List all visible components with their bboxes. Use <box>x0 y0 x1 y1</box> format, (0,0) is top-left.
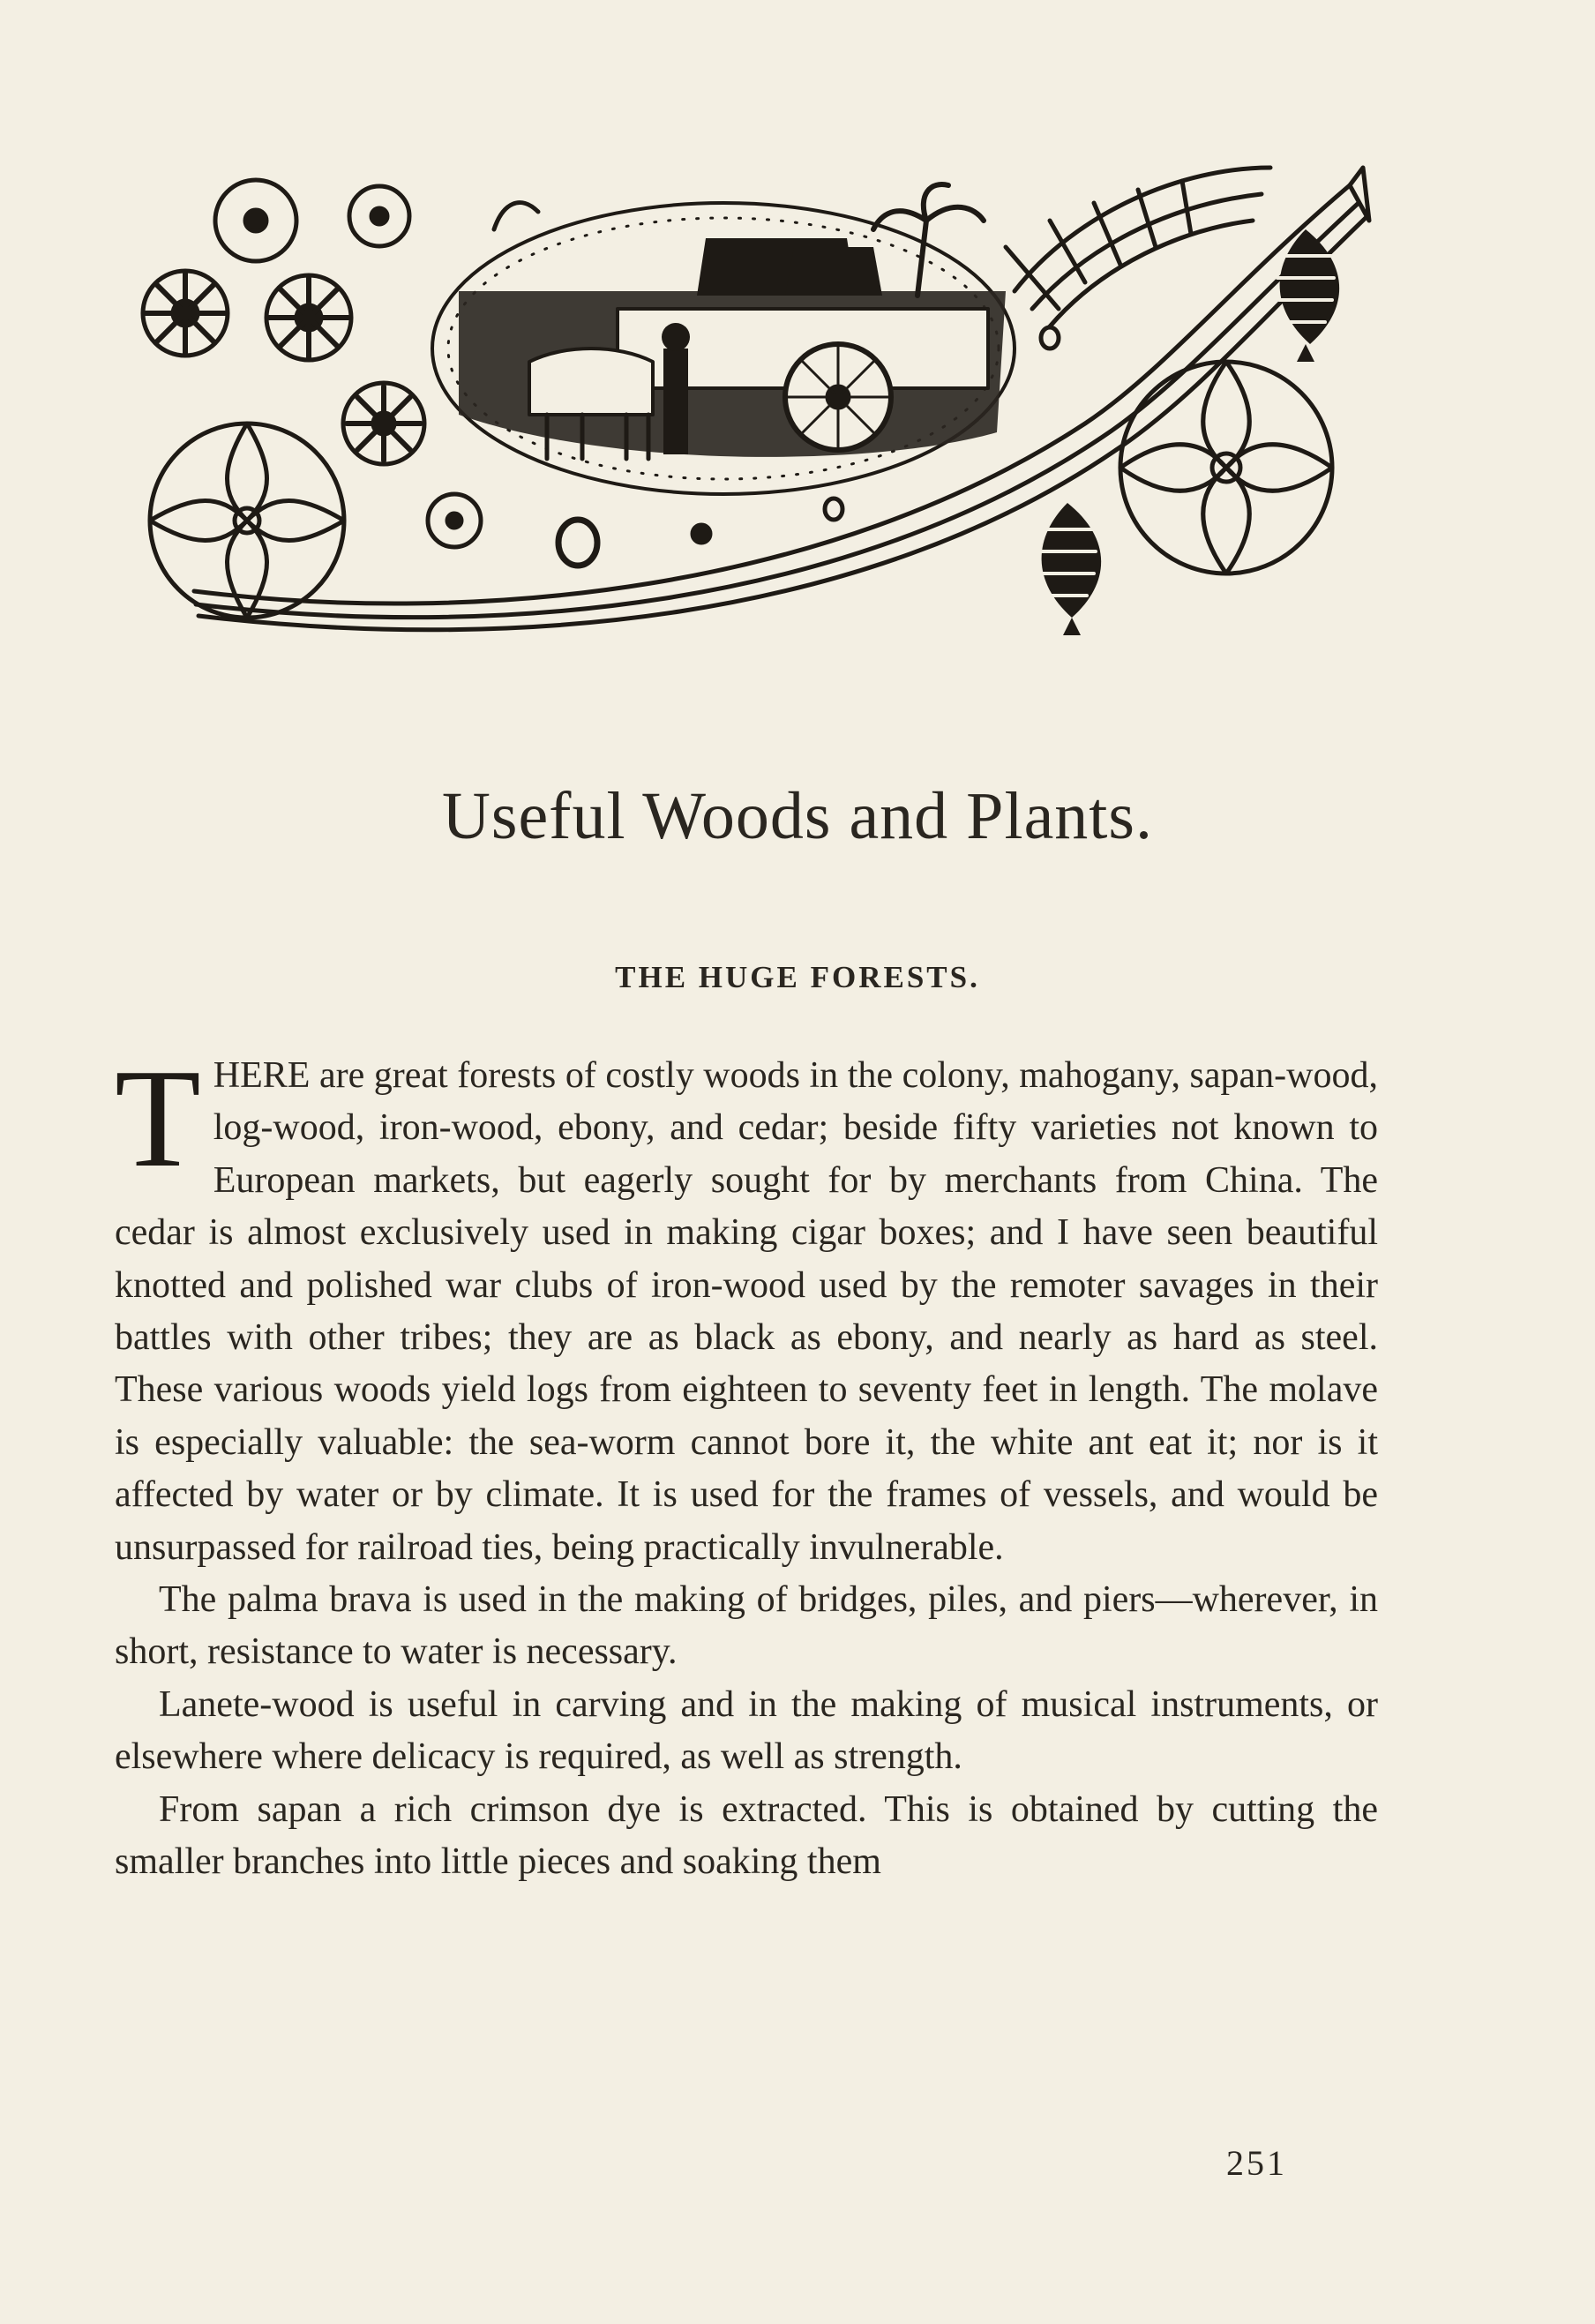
ox-cart-scene-icon <box>459 238 1006 459</box>
page-number: 251 <box>1226 2143 1287 2183</box>
decorative-headpiece <box>124 132 1376 671</box>
paragraph-text: HERE are great forests of costly woods in the colony, mahogany, sapan-wood, log-wood, iron-wood, ebony, and cedar; beside fifty varieties not known to European markets, but eagerly sought for by merchants from China. The cedar is almost exclusively used in making cigar boxes; and I have seen beautiful knotted and polished war clubs of iron-wood used by the remoter savages in their battles with other tribes; they are as black as ebony, and nearly as hard as steel. These various woods yield logs from eighteen to seventy feet in length. The molave is especially valuable: the sea-worm cannot bore it, the white ant eat it; nor is it affected by water or by climate. It is used for the frames of vessels, and would be unsurpassed for railroad ties, being practically invulnerable. <box>115 1055 1378 1568</box>
paragraph: From sapan a rich crimson dye is extracted. This is obtained by cutting the smaller branches into little pieces and soaking them <box>115 1788 1378 1883</box>
paragraph: Lanete-wood is useful in carving and in the making of musical instruments, or elsewhere where delicacy is required, as well as strength. <box>115 1683 1378 1778</box>
paragraph: The palma brava is used in the making of bridges, piles, and piers—wherever, in short, resistance to water is necessary. <box>115 1579 1378 1673</box>
chapter-title: Useful Woods and Plants. <box>441 779 1153 853</box>
section-subtitle: THE HUGE FORESTS. <box>615 960 980 994</box>
drop-cap: T <box>115 1039 201 1196</box>
palm-tree-icon <box>873 184 984 296</box>
paragraph <box>115 1039 1378 1574</box>
body-text <box>115 1039 1378 1889</box>
